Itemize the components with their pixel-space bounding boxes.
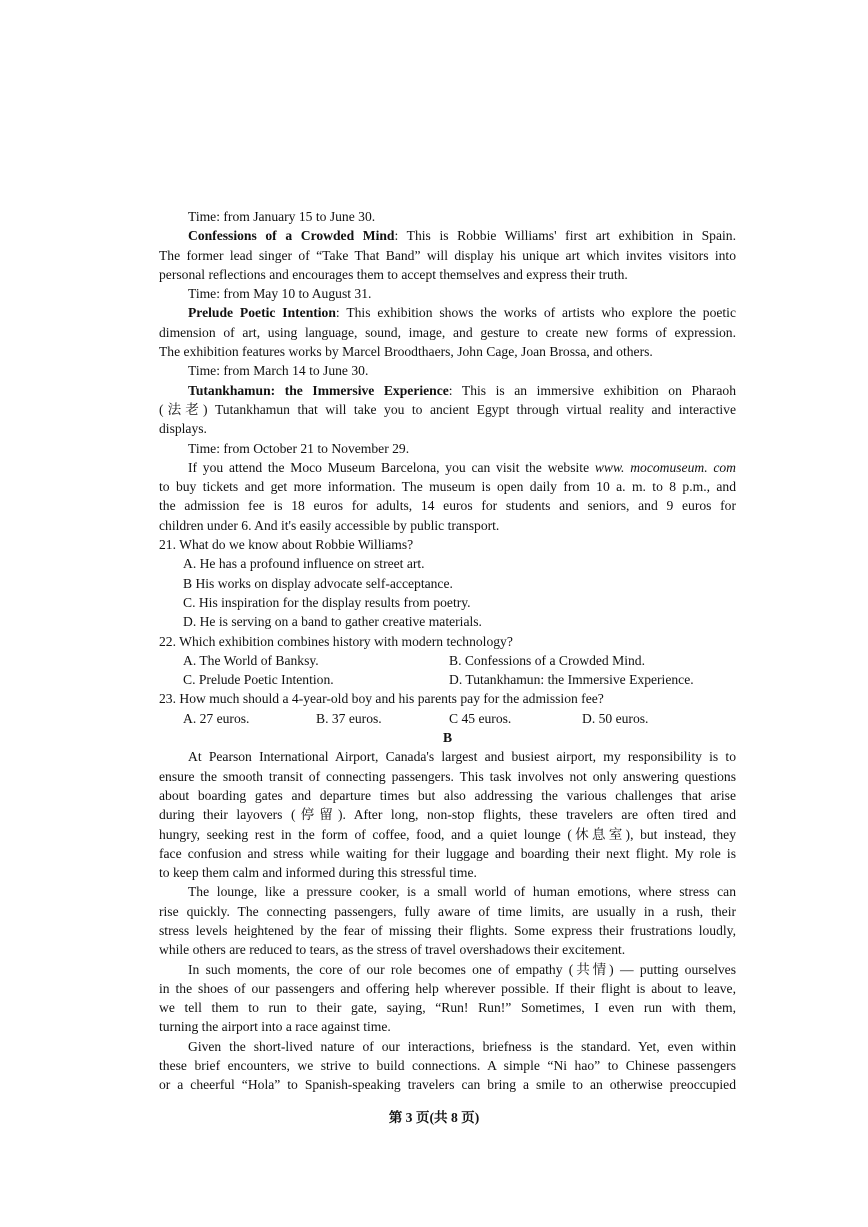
exhibit-3-intro: : This exhibition shows the works of artists who explore the poetic [335, 305, 736, 321]
exhibit-4-line-2: (法老) Tutankhamun that will take you to ancient Egypt through virtual reality and interactive [159, 401, 736, 417]
exhibit-4-line-1 [159, 381, 736, 400]
q22-option-d: D. Tutankhamun: the Immersive Experience. [449, 672, 694, 688]
exhibit-2-intro: : This is Robbie Williams' first art exhibition in Spain. [394, 228, 736, 244]
passage-b-p3-line-3: we tell them to run to their gate, saying, “Run! Run!” Sometimes, I even run with them, [159, 1000, 736, 1016]
exhibit-1-time: Time: from January 15 to June 30. [188, 209, 376, 224]
question-22: 22. Which exhibition combines history with modern technology? [159, 633, 513, 649]
exhibit-2-line-1 [159, 226, 736, 245]
exhibit-3-line-3: The exhibition features works by Marcel Broodthaers, John Cage, Joan Brossa, and others. [159, 344, 653, 360]
passage-b-p1-line-5: hungry, seeking rest in the form of coffee, food, and a quiet lounge (休息室), but instead, they [159, 826, 736, 842]
exhibit-3-line-2: dimension of art, using language, sound, image, and gesture to create new forms of expression. [159, 324, 736, 340]
exhibit-3-title: Prelude Poetic Intention [188, 305, 336, 321]
info-text: If you attend the Moco Museum Barcelona, you can visit the website [188, 459, 595, 475]
exhibit-4-time: Time: from October 21 to November 29. [188, 440, 410, 456]
q23-option-b: B. 37 euros. [316, 710, 382, 726]
exhibit-3-time: Time: from March 14 to June 30. [188, 363, 369, 379]
museum-website: www. mocomuseum. com [594, 459, 736, 475]
passage-b-p2-line-3: stress levels heightened by the fear of missing their flights. Some express their frustrations loudly, [159, 922, 736, 938]
passage-b-p4-line-2: these brief encounters, we strive to build connections. A simple “Ni hao” to Chinese passengers [159, 1058, 736, 1074]
exhibit-3-line-1 [159, 303, 736, 322]
passage-b-p4-line-1: Given the short-lived nature of our interactions, briefness is the standard. Yet, even within [188, 1038, 736, 1054]
q22-row-2 [159, 670, 736, 689]
info-line-3: the admission fee is 18 euros for adults, 14 euros for students and seniors, and 9 euros for [159, 498, 736, 514]
passage-b-p3-line-2: in the shoes of our passengers and offering help wherever possible. If their flight is about to leave, [159, 980, 736, 996]
question-23: 23. How much should a 4-year-old boy and his parents pay for the admission fee? [159, 691, 604, 707]
passage-b-p2-line-4: while others are reduced to tears, as the stress of travel overshadows their excitement. [159, 942, 626, 958]
q21-option-a: A. He has a profound influence on street art. [183, 556, 425, 572]
q23-option-a: A. 27 euros. [183, 710, 250, 726]
q21-option-d: D. He is serving on a band to gather creative materials. [183, 614, 482, 630]
section-b-heading: B [442, 730, 453, 746]
passage-b-p1-line-6: face confusion and stress while waiting for their luggage and boarding their next flight. My role is [159, 845, 736, 861]
q22-option-a: A. The World of Banksy. [183, 652, 319, 668]
exhibit-2-line-2: The former lead singer of “Take That Band” will display his unique art which invites visitors into [159, 247, 736, 263]
exhibit-2-line-3: personal reflections and encourages them to accept themselves and express their truth. [159, 266, 628, 282]
passage-b-p1-line-3: about boarding gates and departure times but also addressing the various challenges that arise [159, 787, 736, 803]
exhibit-2-time: Time: from May 10 to August 31. [188, 286, 372, 302]
passage-b-p4-line-3: or a cheerful “Hola” to Spanish-speaking travelers can bring a smile to an otherwise preoccupied [159, 1077, 736, 1093]
passage-b-p1-line-1: At Pearson International Airport, Canada's largest and busiest airport, my responsibility is to [188, 749, 736, 765]
q21-option-b: B His works on display advocate self-acceptance. [183, 575, 453, 591]
q21-option-c: C. His inspiration for the display results from poetry. [183, 594, 471, 610]
passage-b-p2-line-1: The lounge, like a pressure cooker, is a small world of human emotions, where stress can [188, 884, 736, 900]
q22-row-1 [159, 651, 736, 670]
passage-b-p1-line-4: during their layovers (停留). After long, non-stop flights, these travelers are often tired and [159, 807, 736, 823]
q23-options [159, 709, 736, 728]
exhibit-4-line-3: displays. [159, 421, 207, 437]
info-line-4: children under 6. And it's easily accessible by public transport. [159, 517, 500, 533]
passage-b-p1-line-2: ensure the smooth transit of connecting passengers. This task involves not only answering questions [159, 768, 736, 784]
exhibit-4-title: Tutankhamun: the Immersive Experience [188, 382, 449, 398]
info-line-2: to buy tickets and get more information. The museum is open daily from 10 a. m. to 8 p.m., and [159, 479, 736, 495]
page-footer: 第 3 页(共 8 页) [388, 1110, 480, 1125]
question-21: 21. What do we know about Robbie Williams? [159, 537, 414, 553]
exhibit-2-title: Confessions of a Crowded Mind [188, 228, 395, 244]
passage-b-p3-line-1: In such moments, the core of our role becomes one of empathy (共情) — putting ourselves [188, 961, 736, 977]
passage-b-p2-line-2: rise quickly. The connecting passengers, fully aware of time limits, are usually in a rush, their [159, 903, 736, 919]
q23-option-c: C 45 euros. [449, 710, 512, 726]
q22-option-c: C. Prelude Poetic Intention. [183, 672, 334, 688]
q22-option-b: B. Confessions of a Crowded Mind. [449, 652, 645, 668]
page-content [159, 207, 736, 1095]
exhibit-4-intro: : This is an immersive exhibition on Pharaoh [448, 382, 736, 398]
q23-option-d: D. 50 euros. [582, 710, 649, 726]
info-line-1 [159, 458, 736, 477]
passage-b-p3-line-4: turning the airport into a race against time. [159, 1019, 391, 1035]
passage-b-p1-line-7: to keep them calm and informed during this stressful time. [159, 865, 477, 881]
